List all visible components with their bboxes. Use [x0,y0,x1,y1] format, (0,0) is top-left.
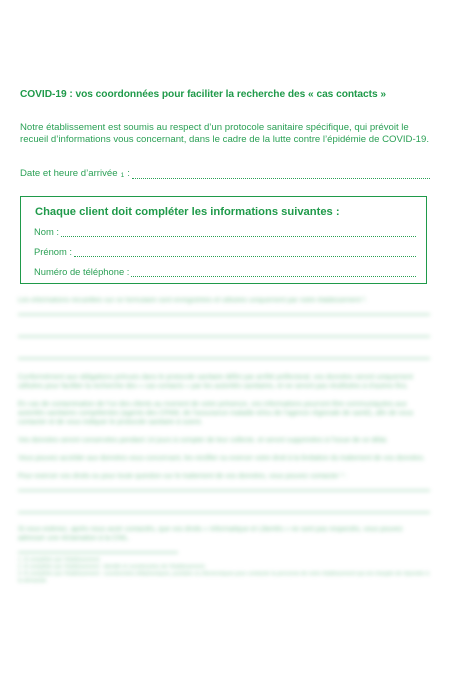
footnote: 3. À compléter par l’établissement : coordonnées téléphoniques, postales ou électroniques pour contacter la personne de notre établissement qui est chargée de répondre à la demande. [18,571,430,584]
fill-line [18,336,430,337]
footnote-separator [18,552,178,553]
phone-label: Numéro de téléphone : [34,266,130,277]
client-info-box-title: Chaque client doit compléter les informations suivantes : [35,206,340,218]
first-name-input-line[interactable] [74,248,416,257]
legal-paragraph: En cas de contamination de l’un des clients au moment de votre présence, ces informations pourront être communiquées aux autorités sanitaires compétentes (agents des CPAM, de l’assurance maladie et/ou de l’agence régionale de santé), afin de vous contacter et de vous indiquer le protocole sanitaire à suivre. [18,401,414,426]
legal-paragraph: Si vous estimez, après nous avoir contactés, que vos droits « Informatique et Libertés » ne sont pas respectés, vous pouvez adresser une réclamation à la CNIL. [18,526,403,542]
legal-paragraph: Pour exercer vos droits ou pour toute question sur le traitement de vos données, vous pouvez contacter ³ : [18,473,348,480]
legal-paragraph: Les informations recueillies sur ce formulaire sont enregistrées et utilisées uniquement par notre établissement ². [18,297,368,304]
arrival-label: Date et heure d’arrivée [20,168,118,179]
arrival-suffix: : [127,168,130,179]
last-name-field [34,226,416,237]
fill-line [18,512,430,513]
legal-paragraph: Vous pouvez accéder aux données vous concernant, les rectifier ou exercer votre droit à la limitation du traitement de vos données. [18,455,426,462]
arrival-field [20,168,430,179]
last-name-label: Nom : [34,226,60,237]
first-name-field [34,246,416,257]
client-info-box [20,196,427,284]
footnote: 1. À compléter par l’établissement. [18,557,101,563]
arrival-footnote-marker: 1 [120,172,125,179]
arrival-input-line[interactable] [132,170,430,179]
first-name-label: Prénom : [34,246,73,257]
document-title: COVID-19 : vos coordonnées pour faciliter la recherche des « cas contacts » [20,89,386,100]
fill-line [18,314,430,315]
fill-line [18,358,430,359]
intro-paragraph: Notre établissement est soumis au respect d’un protocole sanitaire spécifique, qui prévoit le recueil d’informations vous concernant, dans le cadre de la lutte contre l’épidémie de COVID-19. [20,122,430,145]
fill-line [18,490,430,491]
footnote: 2. À compléter par l’établissement : identité et coordonnées de l’établissement. [18,564,206,570]
phone-field [34,266,416,277]
legal-paragraph: Vos données seront conservées pendant 14 jours à compter de leur collecte, et seront supprimées à l’issue de ce délai. [18,437,389,444]
legal-paragraph: Conformément aux obligations prévues dans le protocole sanitaire défini par arrêté préfectoral, vos données seront uniquement utilisées pour faciliter la recherche des « cas contacts » par les autorités sanitaires, et ne seront pas réutilisées à d’autres fins. [18,374,413,390]
phone-input-line[interactable] [131,268,416,277]
last-name-input-line[interactable] [61,228,416,237]
blurred-legal-section [18,296,430,585]
